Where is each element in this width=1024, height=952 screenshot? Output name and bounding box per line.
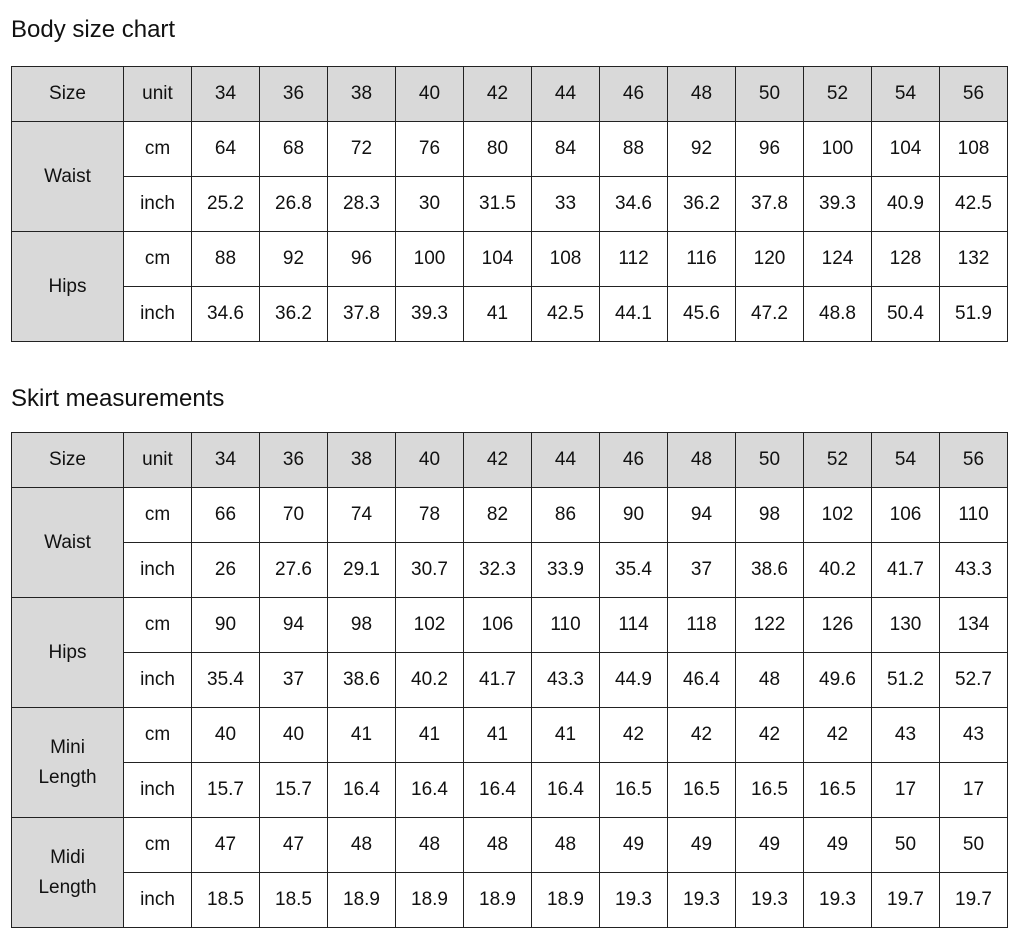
value-cell: 88: [600, 122, 668, 177]
measurement-label: Waist: [12, 488, 124, 598]
value-cell: 17: [940, 763, 1008, 818]
value-cell: 18.5: [192, 873, 260, 928]
measurement-label: Midi Length: [12, 818, 124, 928]
value-cell: 41: [464, 708, 532, 763]
value-cell: 114: [600, 598, 668, 653]
value-cell: 50: [872, 818, 940, 873]
unit-cell: cm: [124, 818, 192, 873]
size-column-header: 52: [804, 67, 872, 122]
value-cell: 104: [464, 232, 532, 287]
value-cell: 17: [872, 763, 940, 818]
value-cell: 27.6: [260, 543, 328, 598]
value-cell: 41: [328, 708, 396, 763]
value-cell: 18.9: [328, 873, 396, 928]
value-cell: 110: [940, 488, 1008, 543]
value-cell: 28.3: [328, 177, 396, 232]
value-cell: 41: [396, 708, 464, 763]
size-column-header: 38: [328, 433, 396, 488]
value-cell: 19.3: [668, 873, 736, 928]
value-cell: 37.8: [736, 177, 804, 232]
value-cell: 35.4: [600, 543, 668, 598]
value-cell: 51.9: [940, 287, 1008, 342]
value-cell: 104: [872, 122, 940, 177]
value-cell: 43: [872, 708, 940, 763]
value-cell: 94: [260, 598, 328, 653]
value-cell: 49: [804, 818, 872, 873]
header-row: [12, 67, 1008, 122]
value-cell: 41.7: [872, 543, 940, 598]
value-cell: 39.3: [804, 177, 872, 232]
value-cell: 33: [532, 177, 600, 232]
size-column-header: 48: [668, 433, 736, 488]
value-cell: 16.5: [804, 763, 872, 818]
unit-cell: inch: [124, 287, 192, 342]
value-cell: 48: [464, 818, 532, 873]
value-cell: 19.3: [736, 873, 804, 928]
unit-cell: cm: [124, 708, 192, 763]
value-cell: 15.7: [192, 763, 260, 818]
size-column-header: 50: [736, 67, 804, 122]
value-cell: 16.4: [396, 763, 464, 818]
table-row: [12, 653, 1008, 708]
value-cell: 33.9: [532, 543, 600, 598]
size-column-header: 48: [668, 67, 736, 122]
value-cell: 31.5: [464, 177, 532, 232]
size-column-header: 42: [464, 67, 532, 122]
size-column-header: 34: [192, 433, 260, 488]
value-cell: 66: [192, 488, 260, 543]
value-cell: 19.3: [804, 873, 872, 928]
table-row: [12, 708, 1008, 763]
value-cell: 47: [192, 818, 260, 873]
size-column-header: 46: [600, 433, 668, 488]
unit-cell: cm: [124, 122, 192, 177]
size-column-header: 34: [192, 67, 260, 122]
value-cell: 48: [328, 818, 396, 873]
value-cell: 112: [600, 232, 668, 287]
size-column-header: 46: [600, 67, 668, 122]
value-cell: 47: [260, 818, 328, 873]
table-row: [12, 488, 1008, 543]
value-cell: 108: [532, 232, 600, 287]
value-cell: 52.7: [940, 653, 1008, 708]
skirt-measurements-table: [11, 432, 1008, 928]
value-cell: 132: [940, 232, 1008, 287]
value-cell: 16.5: [600, 763, 668, 818]
value-cell: 94: [668, 488, 736, 543]
value-cell: 90: [192, 598, 260, 653]
size-header-cell: Size: [12, 433, 124, 488]
size-column-header: 56: [940, 433, 1008, 488]
table-row: [12, 543, 1008, 598]
measurement-label: Hips: [12, 598, 124, 708]
value-cell: 124: [804, 232, 872, 287]
value-cell: 39.3: [396, 287, 464, 342]
value-cell: 41.7: [464, 653, 532, 708]
value-cell: 72: [328, 122, 396, 177]
value-cell: 86: [532, 488, 600, 543]
value-cell: 134: [940, 598, 1008, 653]
table-row: [12, 763, 1008, 818]
unit-cell: inch: [124, 873, 192, 928]
value-cell: 19.7: [872, 873, 940, 928]
size-column-header: 38: [328, 67, 396, 122]
value-cell: 126: [804, 598, 872, 653]
unit-cell: inch: [124, 177, 192, 232]
value-cell: 46.4: [668, 653, 736, 708]
value-cell: 35.4: [192, 653, 260, 708]
value-cell: 96: [328, 232, 396, 287]
size-column-header: 36: [260, 67, 328, 122]
value-cell: 106: [872, 488, 940, 543]
table-row: [12, 177, 1008, 232]
value-cell: 100: [804, 122, 872, 177]
value-cell: 19.7: [940, 873, 1008, 928]
value-cell: 51.2: [872, 653, 940, 708]
value-cell: 42: [600, 708, 668, 763]
value-cell: 34.6: [192, 287, 260, 342]
value-cell: 92: [260, 232, 328, 287]
value-cell: 18.9: [532, 873, 600, 928]
value-cell: 49: [600, 818, 668, 873]
value-cell: 76: [396, 122, 464, 177]
size-column-header: 50: [736, 433, 804, 488]
size-column-header: 56: [940, 67, 1008, 122]
value-cell: 78: [396, 488, 464, 543]
body-size-table: [11, 66, 1008, 342]
value-cell: 40: [260, 708, 328, 763]
value-cell: 40.9: [872, 177, 940, 232]
value-cell: 26.8: [260, 177, 328, 232]
value-cell: 37.8: [328, 287, 396, 342]
value-cell: 18.9: [464, 873, 532, 928]
table-row: [12, 232, 1008, 287]
value-cell: 49: [736, 818, 804, 873]
value-cell: 16.5: [736, 763, 804, 818]
value-cell: 16.4: [464, 763, 532, 818]
value-cell: 36.2: [260, 287, 328, 342]
value-cell: 49.6: [804, 653, 872, 708]
value-cell: 116: [668, 232, 736, 287]
value-cell: 38.6: [328, 653, 396, 708]
value-cell: 38.6: [736, 543, 804, 598]
value-cell: 42: [736, 708, 804, 763]
value-cell: 102: [396, 598, 464, 653]
value-cell: 18.9: [396, 873, 464, 928]
value-cell: 16.4: [532, 763, 600, 818]
unit-cell: cm: [124, 232, 192, 287]
value-cell: 108: [940, 122, 1008, 177]
value-cell: 43.3: [532, 653, 600, 708]
value-cell: 100: [396, 232, 464, 287]
size-column-header: 42: [464, 433, 532, 488]
table-row: [12, 873, 1008, 928]
value-cell: 118: [668, 598, 736, 653]
value-cell: 29.1: [328, 543, 396, 598]
value-cell: 40.2: [804, 543, 872, 598]
value-cell: 44.9: [600, 653, 668, 708]
value-cell: 18.5: [260, 873, 328, 928]
value-cell: 74: [328, 488, 396, 543]
value-cell: 84: [532, 122, 600, 177]
size-column-header: 44: [532, 67, 600, 122]
size-column-header: 40: [396, 67, 464, 122]
value-cell: 44.1: [600, 287, 668, 342]
value-cell: 110: [532, 598, 600, 653]
value-cell: 42.5: [532, 287, 600, 342]
value-cell: 90: [600, 488, 668, 543]
table-row: [12, 818, 1008, 873]
table-row: [12, 287, 1008, 342]
unit-cell: cm: [124, 598, 192, 653]
value-cell: 48: [532, 818, 600, 873]
unit-cell: inch: [124, 653, 192, 708]
value-cell: 102: [804, 488, 872, 543]
value-cell: 49: [668, 818, 736, 873]
value-cell: 15.7: [260, 763, 328, 818]
measurement-label: Mini Length: [12, 708, 124, 818]
value-cell: 42: [668, 708, 736, 763]
value-cell: 70: [260, 488, 328, 543]
size-column-header: 40: [396, 433, 464, 488]
size-column-header: 54: [872, 67, 940, 122]
value-cell: 88: [192, 232, 260, 287]
unit-header-cell: unit: [124, 67, 192, 122]
value-cell: 42: [804, 708, 872, 763]
size-column-header: 54: [872, 433, 940, 488]
value-cell: 48: [736, 653, 804, 708]
value-cell: 37: [260, 653, 328, 708]
value-cell: 68: [260, 122, 328, 177]
value-cell: 92: [668, 122, 736, 177]
size-column-header: 44: [532, 433, 600, 488]
value-cell: 16.5: [668, 763, 736, 818]
measurement-label: Hips: [12, 232, 124, 342]
value-cell: 30: [396, 177, 464, 232]
value-cell: 47.2: [736, 287, 804, 342]
value-cell: 37: [668, 543, 736, 598]
value-cell: 43: [940, 708, 1008, 763]
size-header-cell: Size: [12, 67, 124, 122]
value-cell: 64: [192, 122, 260, 177]
value-cell: 40.2: [396, 653, 464, 708]
value-cell: 120: [736, 232, 804, 287]
unit-cell: cm: [124, 488, 192, 543]
value-cell: 45.6: [668, 287, 736, 342]
body-size-chart-title: Body size chart: [11, 16, 176, 43]
value-cell: 106: [464, 598, 532, 653]
size-column-header: 52: [804, 433, 872, 488]
value-cell: 42.5: [940, 177, 1008, 232]
value-cell: 96: [736, 122, 804, 177]
value-cell: 98: [736, 488, 804, 543]
value-cell: 36.2: [668, 177, 736, 232]
table-row: [12, 598, 1008, 653]
value-cell: 98: [328, 598, 396, 653]
value-cell: 25.2: [192, 177, 260, 232]
table-row: [12, 122, 1008, 177]
value-cell: 80: [464, 122, 532, 177]
header-row: [12, 433, 1008, 488]
unit-cell: inch: [124, 543, 192, 598]
value-cell: 30.7: [396, 543, 464, 598]
value-cell: 43.3: [940, 543, 1008, 598]
measurement-label: Waist: [12, 122, 124, 232]
unit-header-cell: unit: [124, 433, 192, 488]
value-cell: 19.3: [600, 873, 668, 928]
value-cell: 40: [192, 708, 260, 763]
skirt-measurements-title: Skirt measurements: [11, 385, 225, 412]
unit-cell: inch: [124, 763, 192, 818]
value-cell: 48.8: [804, 287, 872, 342]
value-cell: 16.4: [328, 763, 396, 818]
value-cell: 34.6: [600, 177, 668, 232]
value-cell: 26: [192, 543, 260, 598]
value-cell: 82: [464, 488, 532, 543]
value-cell: 122: [736, 598, 804, 653]
value-cell: 32.3: [464, 543, 532, 598]
size-column-header: 36: [260, 433, 328, 488]
value-cell: 50: [940, 818, 1008, 873]
value-cell: 128: [872, 232, 940, 287]
value-cell: 50.4: [872, 287, 940, 342]
value-cell: 41: [532, 708, 600, 763]
value-cell: 48: [396, 818, 464, 873]
value-cell: 41: [464, 287, 532, 342]
value-cell: 130: [872, 598, 940, 653]
